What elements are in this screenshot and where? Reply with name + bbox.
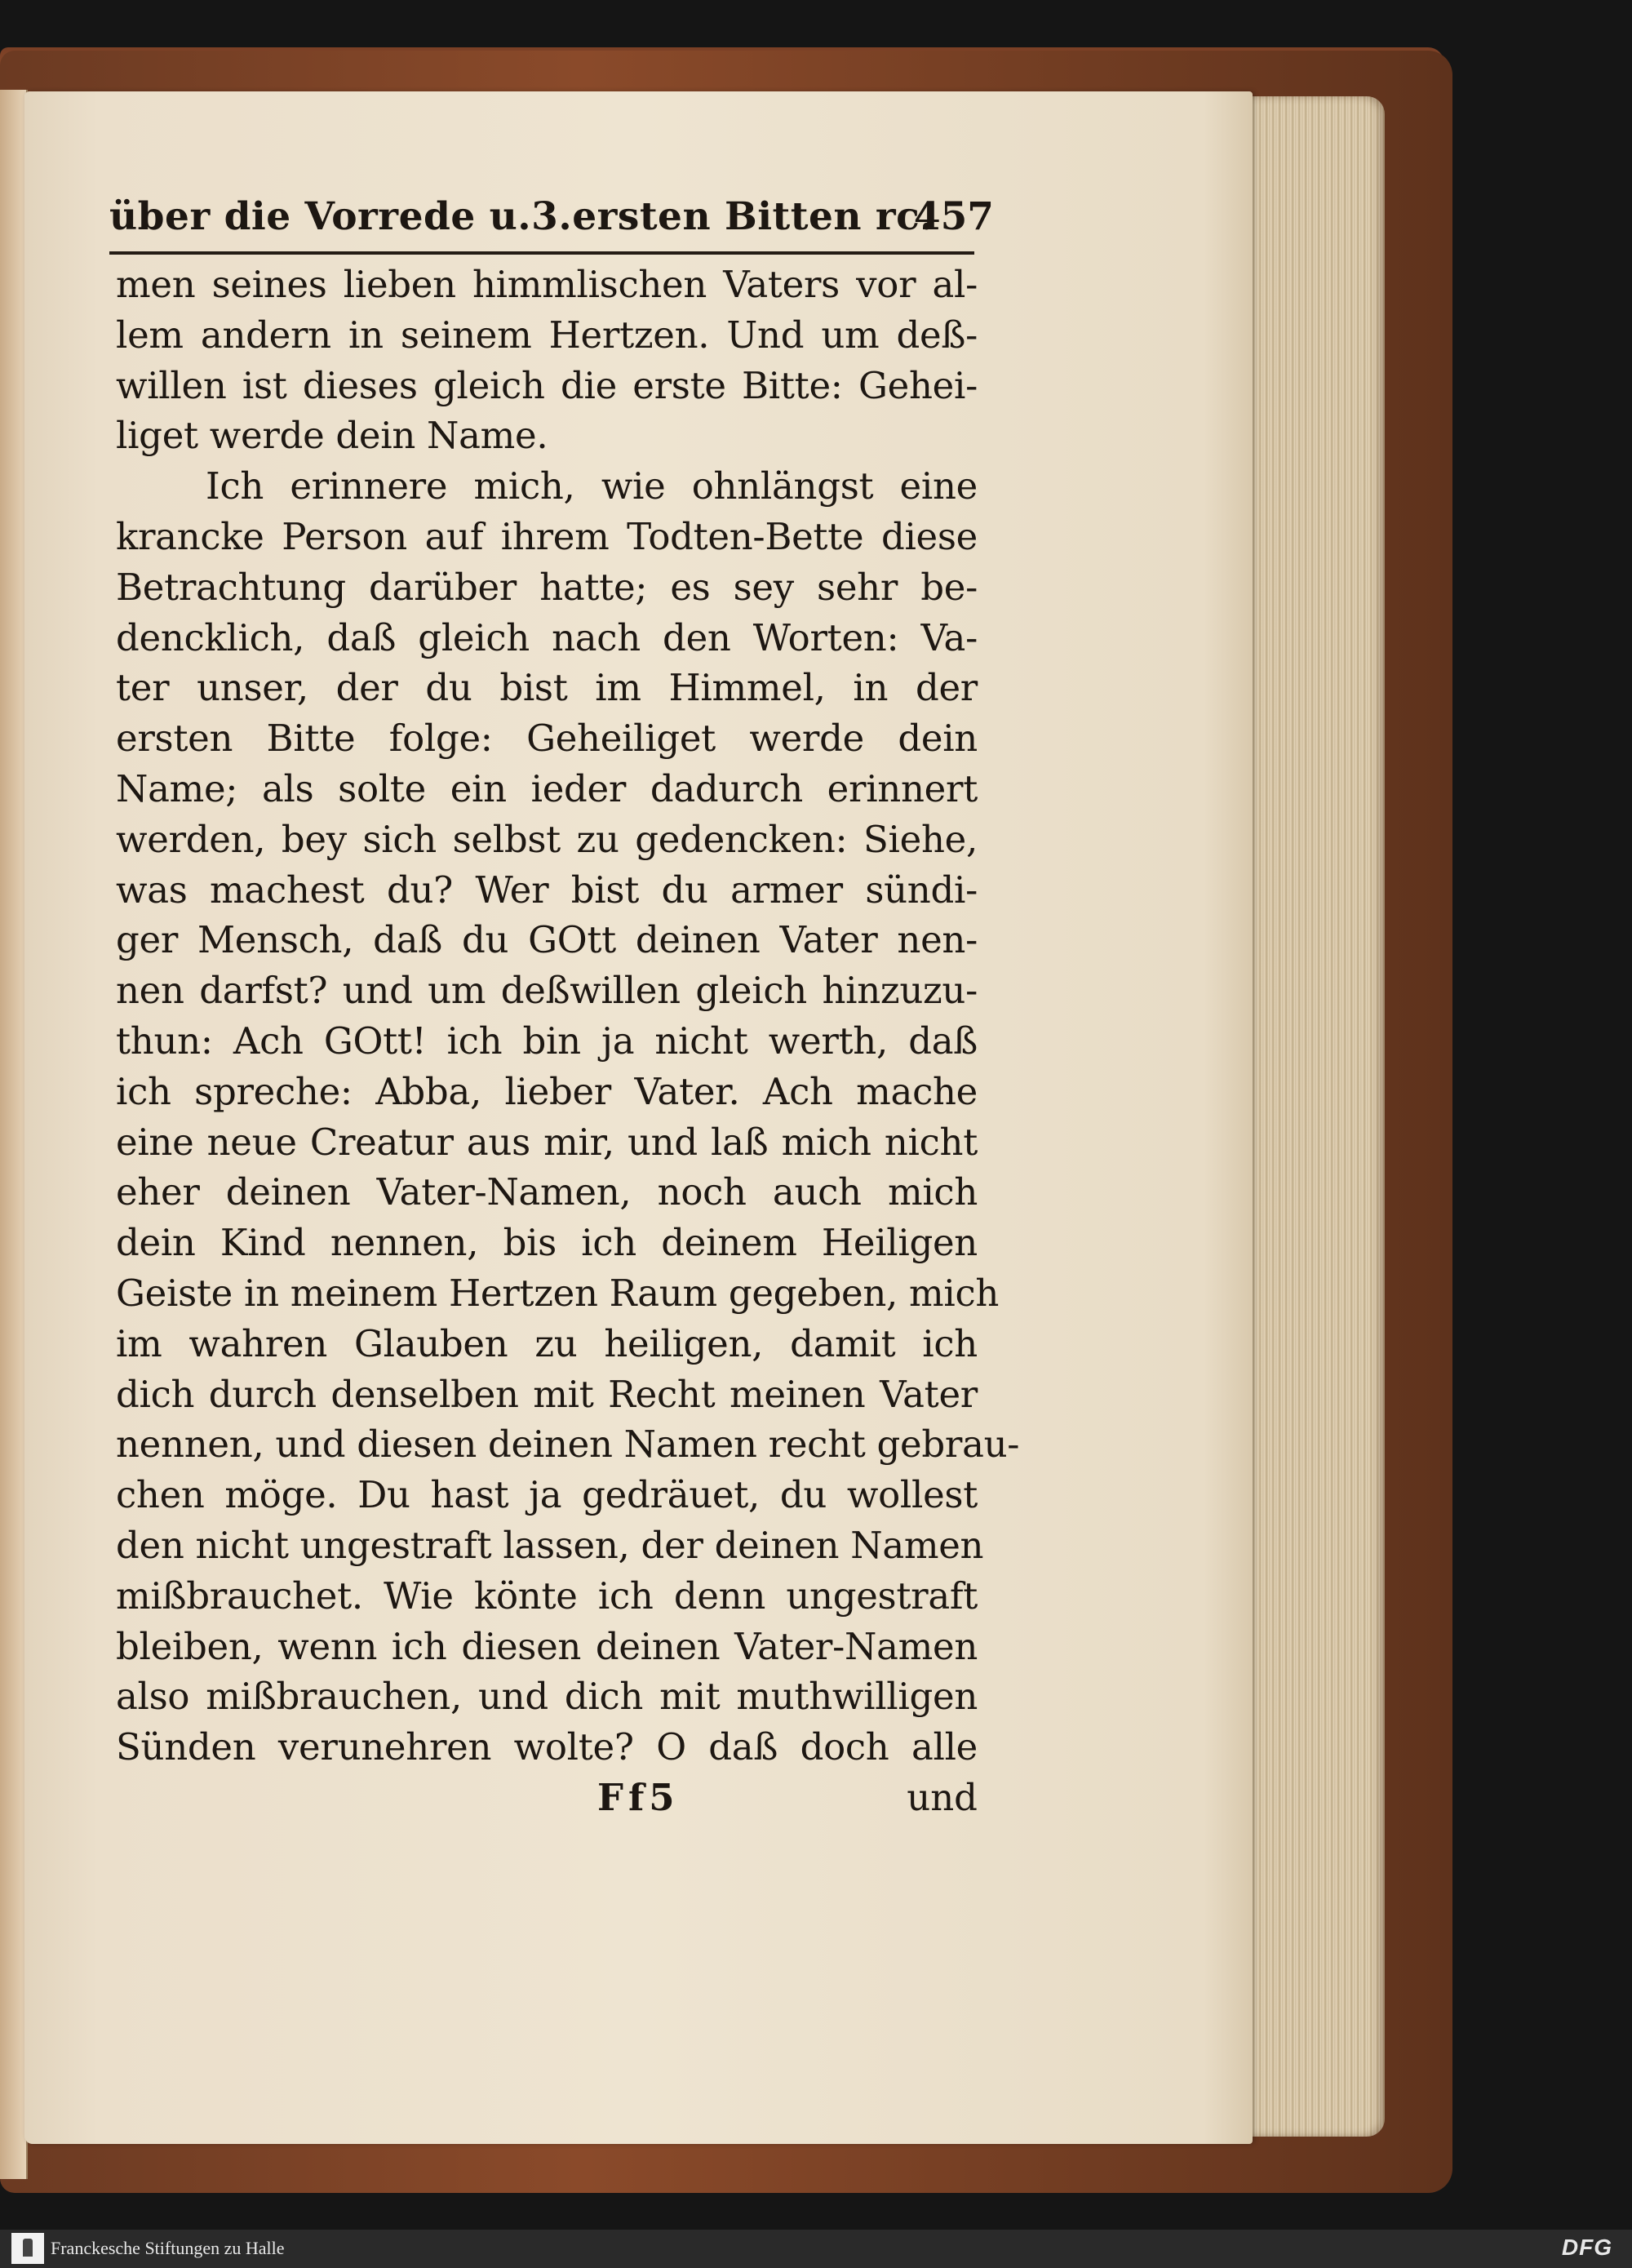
text-line: nen darfst? und um deßwillen gleich hinzuzu- (116, 969, 978, 1013)
text-line: ersten Bitte folge: Geheiliget werde dein (116, 717, 978, 761)
text-line: mißbrauchet. Wie könte ich denn ungestraft (116, 1573, 978, 1618)
catchline (116, 1773, 978, 1825)
body-text (116, 260, 1020, 1773)
text-line: ich spreche: Abba, lieber Vater. Ach mache (116, 1069, 978, 1113)
text-line: ger Mensch, daß du GOtt deinen Vater nen- (116, 918, 978, 962)
text-line: thun: Ach GOtt! ich bin ja nicht werth, daß (116, 1019, 978, 1063)
text-line: den nicht ungestraft lassen, der deinen Namen (116, 1523, 984, 1567)
text-line: dein Kind nennen, bis ich deinem Heiligen (116, 1221, 978, 1265)
book-page (24, 91, 1253, 2144)
signature-mark: Ff5 (597, 1775, 680, 1819)
text-line: Sünden verunehren wolte? O daß doch alle (116, 1725, 978, 1769)
text-line: bleiben, wenn ich diesen deinen Vater-Namen (116, 1624, 978, 1668)
running-head (95, 188, 992, 245)
text-line: chen möge. Du hast ja gedräuet, du wollest (116, 1473, 978, 1517)
text-line: Ich erinnere mich, wie ohnlängst eine (206, 464, 978, 508)
page-edges (1236, 96, 1385, 2137)
franckesche-stiftungen-logo-icon (11, 2233, 44, 2264)
text-line: men seines lieben himmlischen Vaters vor al- (116, 263, 978, 306)
text-line: lem andern in seinem Hertzen. Und um deß- (116, 313, 978, 357)
text-line: willen ist dieses gleich die erste Bitte: Gehei- (116, 363, 978, 407)
text-line: eher deinen Vater-Namen, noch auch mich (116, 1170, 978, 1214)
text-line: ter unser, der du bist im Himmel, in der (116, 666, 978, 710)
text-line: nennen, und diesen deinen Namen recht gebrau- (116, 1422, 1020, 1467)
text-line: Name; als solte ein ieder dadurch erinnert (116, 766, 978, 810)
catchword: und (907, 1775, 978, 1819)
facing-page-edge (0, 90, 28, 2179)
text-line: eine neue Creatur aus mir, und laß mich nicht (116, 1120, 978, 1164)
footer-dfg-logo: DFG (1561, 2235, 1612, 2260)
text-line: im wahren Glauben zu heiligen, damit ich (116, 1321, 978, 1365)
footer-institution: Franckesche Stiftungen zu Halle (51, 2238, 285, 2258)
text-line: liget werde dein Name. (116, 414, 548, 458)
text-line: Betrachtung darüber hatte; es sey sehr be- (116, 565, 978, 609)
text-line: werden, bey sich selbst zu gedencken: Siehe, (116, 817, 978, 861)
text-line: also mißbrauchen, und dich mit muthwilligen (116, 1675, 978, 1719)
text-line: dencklich, daß gleich nach den Worten: Va- (116, 615, 978, 659)
page-number: 457 (913, 194, 994, 239)
text-line: dich durch denselben mit Recht meinen Vater (116, 1372, 978, 1416)
page-text-block (95, 188, 1020, 1825)
text-line: Geiste in meinem Hertzen Raum gegeben, mich (116, 1271, 1000, 1315)
running-title: über die Vorrede u.3.ersten Bitten rc. (109, 194, 934, 239)
footer-bar (0, 2230, 1632, 2268)
text-line: krancke Person auf ihrem Todten-Bette diese (116, 514, 978, 558)
head-rule (109, 245, 974, 260)
text-line: was machest du? Wer bist du armer sündi- (116, 868, 978, 912)
